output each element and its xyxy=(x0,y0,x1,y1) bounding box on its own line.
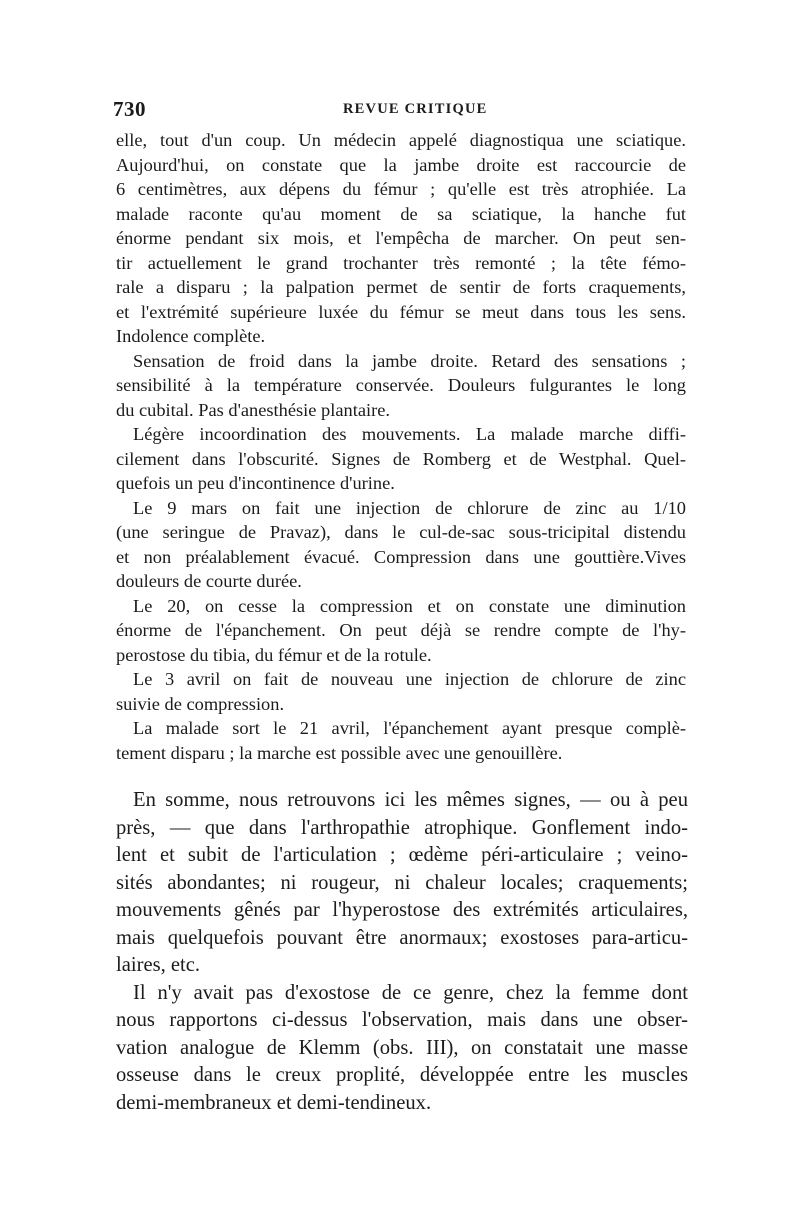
paragraph xyxy=(116,349,686,423)
text-line: demi-membraneux et demi-tendineux. xyxy=(116,1091,432,1114)
page-number: 730 xyxy=(113,97,146,121)
text-line: et non préalablement évacué. Compression dans une gouttière.Vives xyxy=(116,546,686,567)
text-line: tement disparu ; la marche est possible avec une genouillère. xyxy=(116,742,563,763)
text-line: rale a disparu ; la palpation permet de sentir de forts craquements, xyxy=(116,277,686,297)
text-line: Il n'y avait pas d'exostose de ce genre, chez la femme dont xyxy=(133,981,688,1004)
text-line: osseuse dans le creux proplité, développée entre les muscles xyxy=(116,1064,688,1086)
text-line: vation analogue de Klemm (obs. III), on constatait une masse xyxy=(116,1036,688,1059)
paragraph xyxy=(116,496,686,594)
text-line: cilement dans l'obscurité. Signes de Romberg et de Westphal. Quel- xyxy=(116,448,686,469)
text-line: perostose du tibia, du fémur et de la rotule. xyxy=(116,644,432,665)
text-line: suivie de compression. xyxy=(116,693,285,714)
text-line: quefois un peu d'incontinence d'urine. xyxy=(116,473,395,493)
running-title: REVUE CRITIQUE xyxy=(343,101,488,117)
text-line: En somme, nous retrouvons ici les mêmes signes, — ou à peu xyxy=(133,789,688,811)
paragraph xyxy=(116,422,686,496)
text-line: sensibilité à la température conservée. Douleurs fulgurantes le long xyxy=(116,375,686,395)
text-line: près, — que dans l'arthropathie atrophique. Gonflement indo- xyxy=(116,816,688,839)
paragraph xyxy=(116,594,686,668)
text-line: Sensation de froid dans la jambe droite. Retard des sensations ; xyxy=(133,350,686,371)
text-line: laires, etc. xyxy=(116,954,201,976)
observation-text xyxy=(116,128,686,765)
text-line: Le 9 mars on fait une injection de chlorure de zinc au 1/10 xyxy=(133,497,686,518)
text-line: tir actuellement le grand trochanter très remonté ; la tête fémo- xyxy=(116,252,686,273)
text-line: énorme pendant six mois, et l'empêcha de marcher. On peut sen- xyxy=(116,228,686,248)
text-line: Le 3 avril on fait de nouveau une injection de chlorure de zinc xyxy=(133,669,686,689)
paragraph xyxy=(116,980,688,1118)
running-head xyxy=(113,97,685,121)
text-line: Le 20, on cesse la compression et on constate une diminution xyxy=(133,595,686,616)
text-line: Indolence complète. xyxy=(116,326,266,346)
text-line: 6 centimètres, aux dépens du fémur ; qu'elle est très atrophiée. La xyxy=(116,179,686,199)
text-line: elle, tout d'un coup. Un médecin appelé diagnostiqua une sciatique. xyxy=(116,130,686,150)
text-line: (une seringue de Pravaz), dans le cul-de-sac sous-tricipital distendu xyxy=(116,522,686,542)
paragraph xyxy=(116,787,688,980)
text-line: et l'extrémité supérieure luxée du fémur se meut dans tous les sens. xyxy=(116,301,686,322)
text-line: lent et subit de l'articulation ; œdème péri-articulaire ; veino- xyxy=(116,844,688,866)
paragraph xyxy=(116,716,686,765)
text-line: malade raconte qu'au moment de sa sciatique, la hanche fut xyxy=(116,203,686,224)
text-line: mais quelquefois pouvant être anormaux; exostoses para-articu- xyxy=(116,926,688,949)
text-line: sités abondantes; ni rougeur, ni chaleur locales; craquements; xyxy=(116,871,688,894)
text-line: Aujourd'hui, on constate que la jambe droite est raccourcie de xyxy=(116,154,686,175)
paragraph xyxy=(116,667,686,716)
text-line: nous rapportons ci-dessus l'observation, mais dans une obser- xyxy=(116,1009,688,1031)
text-line: mouvements gênés par l'hyperostose des extrémités articulaires, xyxy=(116,899,688,921)
text-line: douleurs de courte durée. xyxy=(116,571,302,591)
text-line: La malade sort le 21 avril, l'épanchement ayant presque complè- xyxy=(133,718,686,738)
text-line: Légère incoordination des mouvements. La malade marche diffi- xyxy=(133,424,686,444)
text-line: du cubital. Pas d'anesthésie plantaire. xyxy=(116,399,390,420)
commentary-text xyxy=(116,787,688,1117)
text-line: énorme de l'épanchement. On peut déjà se rendre compte de l'hy- xyxy=(116,620,686,640)
paragraph xyxy=(116,128,686,349)
